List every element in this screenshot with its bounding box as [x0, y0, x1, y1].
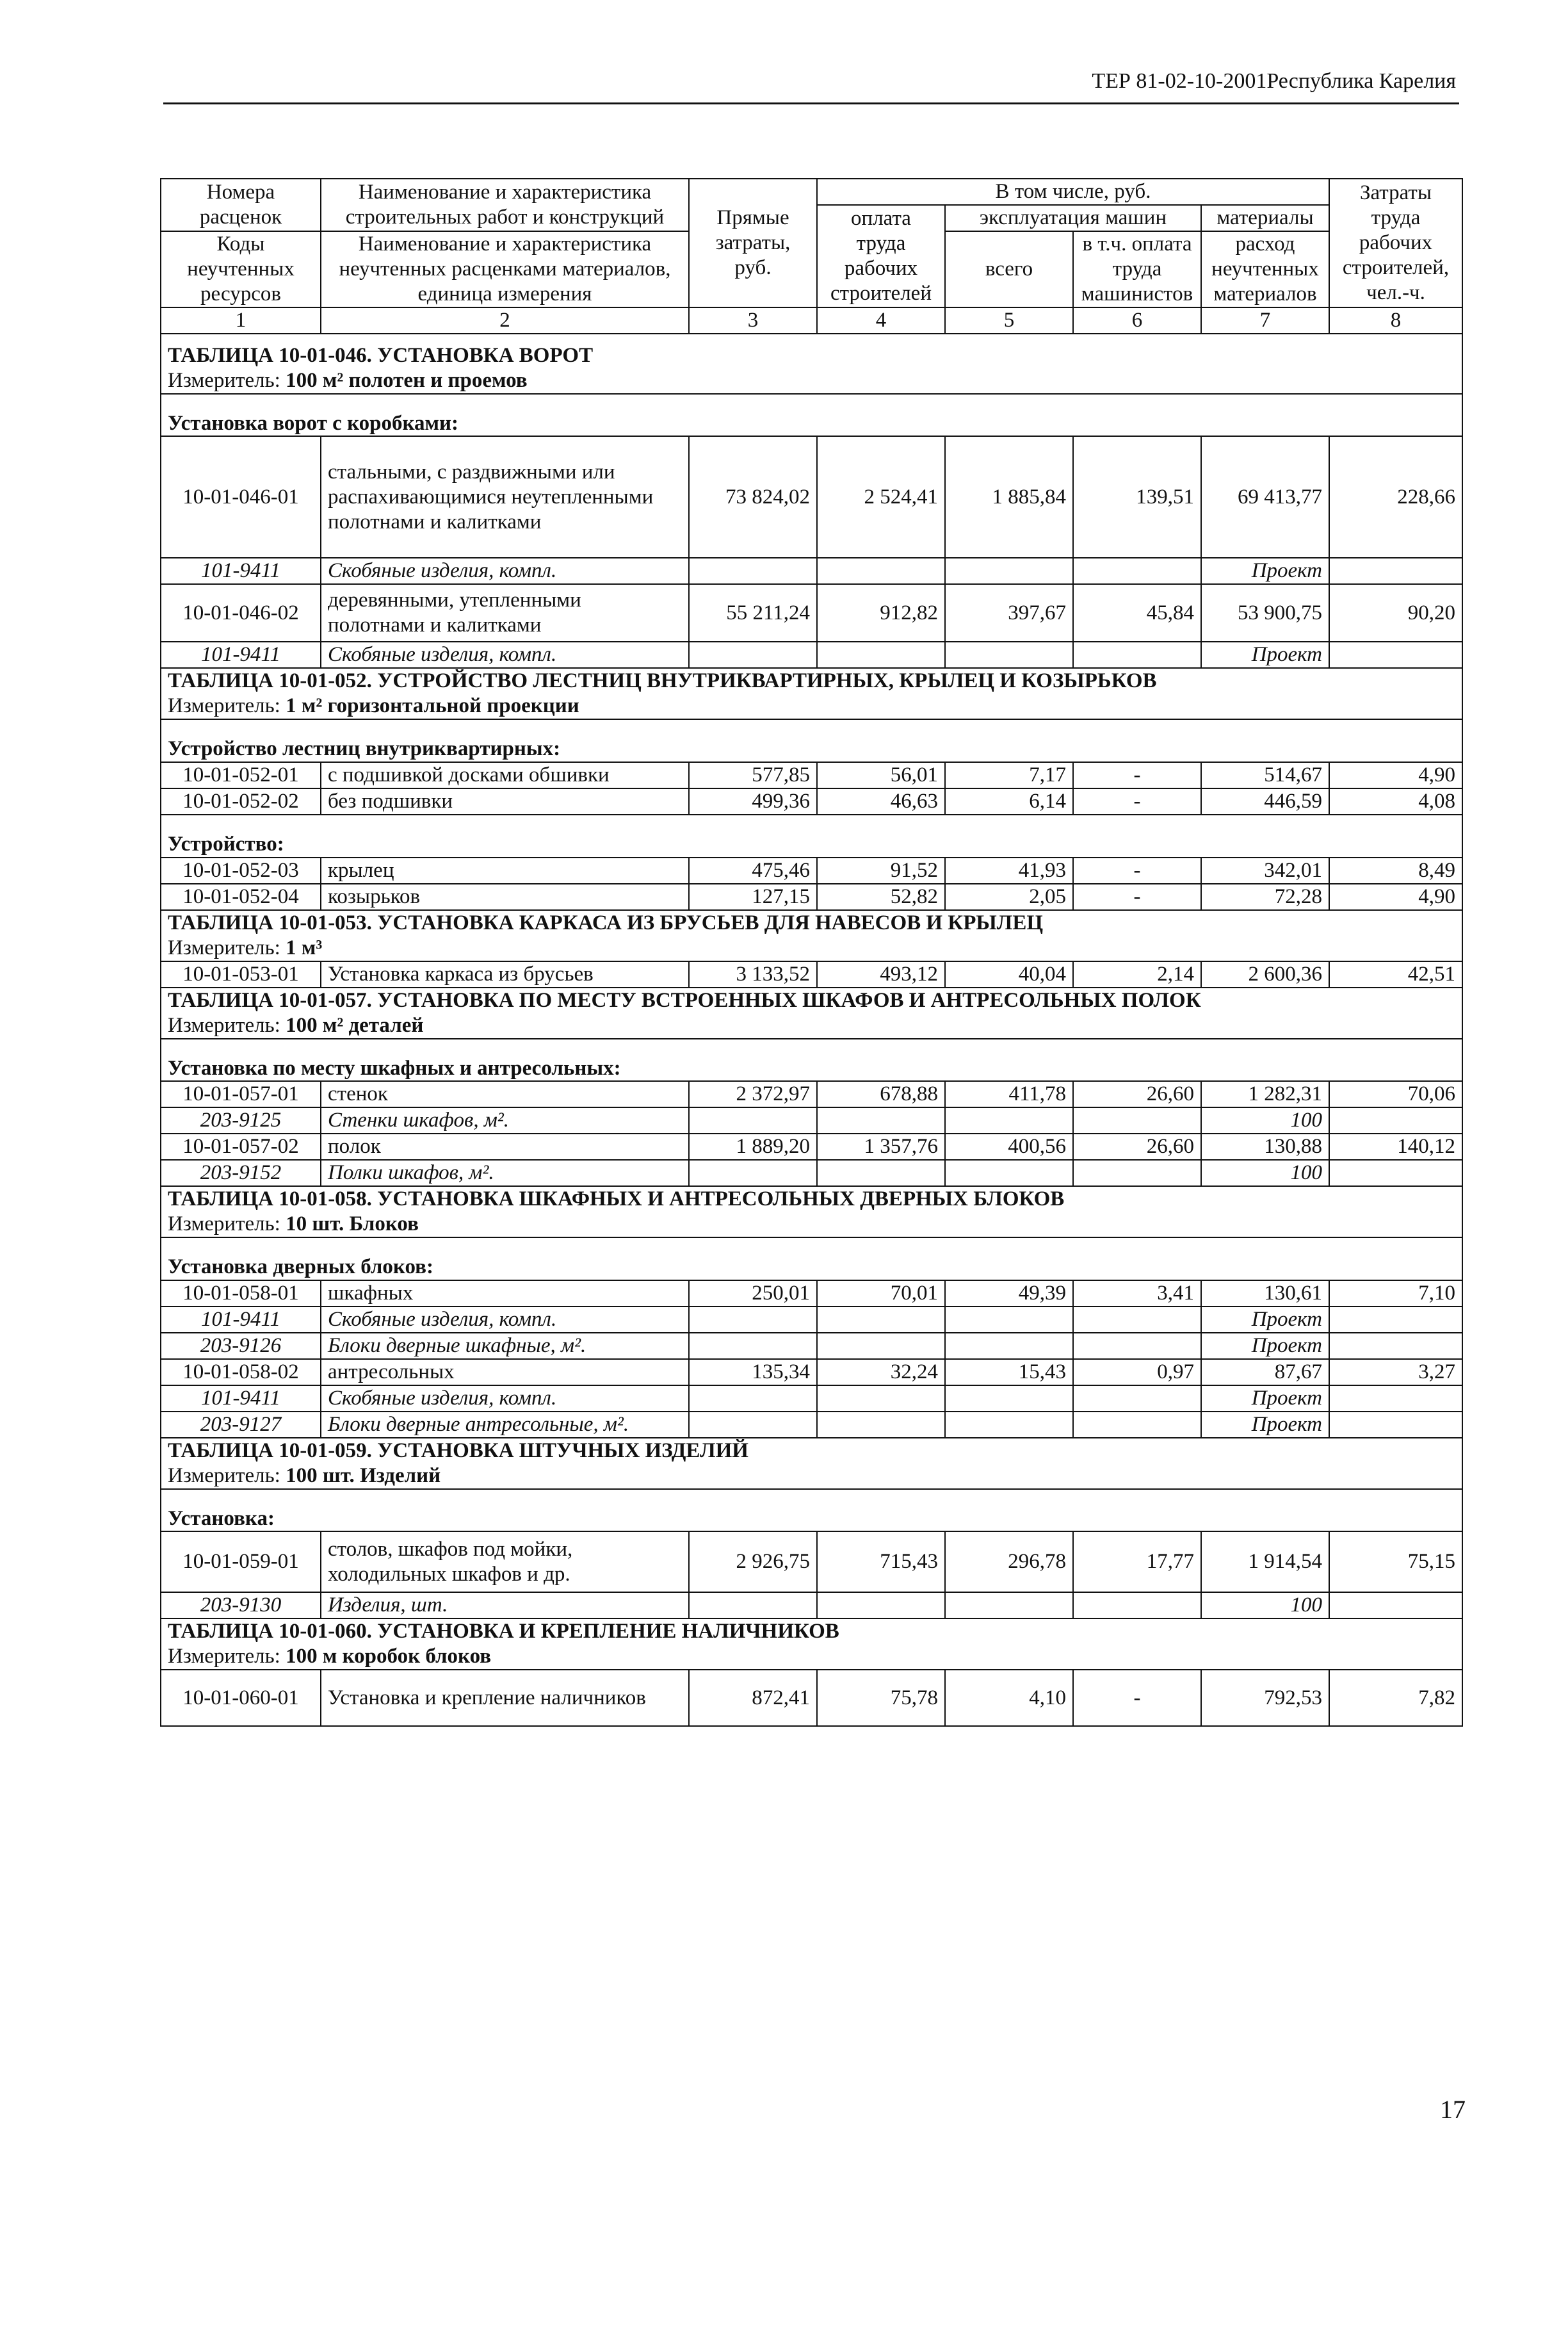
section-title: [161, 334, 1462, 368]
col-number: 5: [945, 307, 1073, 334]
resource-row: [161, 1160, 1462, 1186]
measurement-row: [161, 694, 1462, 719]
measure-label: Измеритель:: [168, 1645, 280, 1668]
resource-code: 203-9130: [161, 1592, 321, 1618]
table-row: [161, 436, 1462, 558]
table-row: [161, 1359, 1462, 1385]
measure-label: Измеритель:: [168, 1212, 280, 1236]
machinist-pay: 0,97: [1073, 1359, 1201, 1385]
rate-name: антресольных: [321, 1359, 689, 1385]
machines-total: 15,43: [945, 1359, 1073, 1385]
rate-code: 10-01-052-04: [161, 884, 321, 910]
col-number: 1: [161, 307, 321, 334]
measure-label: Измеритель:: [168, 1013, 280, 1037]
rate-name: Установка и крепление наличников: [321, 1670, 689, 1726]
machines-total: 397,67: [945, 584, 1073, 642]
column-header-row: [161, 179, 1462, 205]
spacer-row: [161, 1489, 1462, 1506]
rate-code: 10-01-046-01: [161, 436, 321, 558]
direct-cost: 73 824,02: [689, 436, 817, 558]
section-title: [161, 668, 1462, 694]
measure-value: 10 шт. Блоков: [286, 1212, 419, 1236]
machines-total: 7,17: [945, 762, 1073, 788]
rate-name: с подшивкой досками обшивки: [321, 762, 689, 788]
labor-hours: 7,82: [1329, 1670, 1462, 1726]
table-row: [161, 961, 1462, 988]
resource-value: Проект: [1201, 1412, 1329, 1438]
machines-total: 400,56: [945, 1134, 1073, 1160]
materials-cost: 87,67: [1201, 1359, 1329, 1385]
machines-total: 40,04: [945, 961, 1073, 988]
spacer-row: [161, 815, 1462, 832]
labor-hours: 75,15: [1329, 1531, 1462, 1592]
col8-header: Затраты труда рабочих строителей, чел.-ч.: [1329, 179, 1462, 307]
measurement-row: [161, 1463, 1462, 1489]
machinist-pay: 26,60: [1073, 1134, 1201, 1160]
col-number: 6: [1073, 307, 1201, 334]
measure-value: 1 м² горизонтальной проекции: [286, 694, 579, 718]
table-name: 10-01-052. УСТРОЙСТВО ЛЕСТНИЦ ВНУТРИКВАРТИРНЫХ, КРЫЛЕЦ И КОЗЫРЬКОВ: [279, 669, 1157, 693]
direct-cost: 475,46: [689, 858, 817, 884]
table-name: 10-01-058. УСТАНОВКА ШКАФНЫХ И АНТРЕСОЛЬНЫХ ДВЕРНЫХ БЛОКОВ: [279, 1187, 1065, 1211]
document-reference: ТЕР 81-02-10-2001Республика Карелия: [1092, 69, 1456, 93]
resource-code: 203-9152: [161, 1160, 321, 1186]
rate-code: 10-01-058-01: [161, 1280, 321, 1307]
col1-top-header: Номера расценок: [161, 179, 321, 231]
machinist-pay: 26,60: [1073, 1081, 1201, 1107]
group-label: Установка ворот с коробками:: [161, 411, 1462, 437]
machines-total: 296,78: [945, 1531, 1073, 1592]
measure-value: 100 шт. Изделий: [286, 1463, 441, 1487]
table-name: 10-01-046. УСТАНОВКА ВОРОТ: [279, 343, 594, 367]
labor-pay: 32,24: [817, 1359, 945, 1385]
direct-cost: 2 372,97: [689, 1081, 817, 1107]
rate-name: Установка каркаса из брусьев: [321, 961, 689, 988]
col-number: 8: [1329, 307, 1462, 334]
labor-pay: 715,43: [817, 1531, 945, 1592]
materials-cost: 446,59: [1201, 788, 1329, 815]
table-row: [161, 762, 1462, 788]
col5-header: всего: [945, 231, 1073, 307]
machinist-pay: -: [1073, 858, 1201, 884]
measure-label: Измеритель:: [168, 936, 280, 959]
table-row: [161, 584, 1462, 642]
labor-hours: 42,51: [1329, 961, 1462, 988]
col-number: 7: [1201, 307, 1329, 334]
resource-code: 101-9411: [161, 1307, 321, 1333]
rate-code: 10-01-052-03: [161, 858, 321, 884]
table-name: 10-01-059. УСТАНОВКА ШТУЧНЫХ ИЗДЕЛИЙ: [279, 1438, 748, 1462]
machines-total: 411,78: [945, 1081, 1073, 1107]
table-prefix: ТАБЛИЦА: [168, 1620, 273, 1643]
labor-hours: 4,08: [1329, 788, 1462, 815]
labor-pay: 493,12: [817, 961, 945, 988]
measure-label: Измеритель:: [168, 368, 280, 392]
labor-hours: 4,90: [1329, 884, 1462, 910]
table-row: [161, 1081, 1462, 1107]
resource-row: [161, 1307, 1462, 1333]
spacer-row: [161, 1039, 1462, 1056]
rate-name: без подшивки: [321, 788, 689, 815]
labor-hours: 228,66: [1329, 436, 1462, 558]
resource-name: Блоки дверные шкафные, м².: [321, 1333, 689, 1359]
machinist-pay: -: [1073, 788, 1201, 815]
col-number: 2: [321, 307, 689, 334]
resource-value: Проект: [1201, 1333, 1329, 1359]
direct-cost: 577,85: [689, 762, 817, 788]
rate-name: полок: [321, 1134, 689, 1160]
col4-header: оплата труда рабочих строителей: [817, 205, 945, 307]
col-number: 4: [817, 307, 945, 334]
resource-row: [161, 1107, 1462, 1134]
rate-code: 10-01-059-01: [161, 1531, 321, 1592]
table-prefix: ТАБЛИЦА: [168, 988, 273, 1012]
machines-total: 4,10: [945, 1670, 1073, 1726]
group-label: Установка:: [161, 1506, 1462, 1532]
machinist-pay: -: [1073, 762, 1201, 788]
rate-name: деревянными, утепленными полотнами и калитками: [321, 584, 689, 642]
col7-header: расход неучтенных материалов: [1201, 231, 1329, 307]
included-header: В том числе, руб.: [817, 179, 1329, 205]
machinist-pay: -: [1073, 1670, 1201, 1726]
rate-name: столов, шкафов под мойки, холодильных шкафов и др.: [321, 1531, 689, 1592]
materials-cost: 2 600,36: [1201, 961, 1329, 988]
table-name: 10-01-057. УСТАНОВКА ПО МЕСТУ ВСТРОЕННЫХ ШКАФОВ И АНТРЕСОЛЬНЫХ ПОЛОК: [279, 988, 1201, 1012]
resource-name: Скобяные изделия, компл.: [321, 1385, 689, 1412]
labor-hours: 140,12: [1329, 1134, 1462, 1160]
materials-cost: 72,28: [1201, 884, 1329, 910]
materials-cost: 1 282,31: [1201, 1081, 1329, 1107]
machines-total: 49,39: [945, 1280, 1073, 1307]
measure-label: Измеритель:: [168, 694, 280, 718]
rate-code: 10-01-057-02: [161, 1134, 321, 1160]
labor-pay: 52,82: [817, 884, 945, 910]
machines-total: 6,14: [945, 788, 1073, 815]
resource-name: Стенки шкафов, м².: [321, 1107, 689, 1134]
section-title: [161, 910, 1462, 936]
rate-code: 10-01-058-02: [161, 1359, 321, 1385]
machinist-pay: 3,41: [1073, 1280, 1201, 1307]
table-row: [161, 858, 1462, 884]
rate-code: 10-01-057-01: [161, 1081, 321, 1107]
rate-code: 10-01-052-01: [161, 762, 321, 788]
materials-cost: 514,67: [1201, 762, 1329, 788]
direct-cost: 499,36: [689, 788, 817, 815]
header-rule: [163, 102, 1459, 104]
direct-cost: 250,01: [689, 1280, 817, 1307]
resource-code: 203-9127: [161, 1412, 321, 1438]
materials-cost: 130,88: [1201, 1134, 1329, 1160]
labor-pay: 91,52: [817, 858, 945, 884]
materials-cost: 792,53: [1201, 1670, 1329, 1726]
measurement-row: [161, 368, 1462, 394]
direct-cost: 872,41: [689, 1670, 817, 1726]
col2-top-header: Наименование и характеристика строительных работ и конструкций: [321, 179, 689, 231]
machinist-pay: 139,51: [1073, 436, 1201, 558]
rate-code: 10-01-053-01: [161, 961, 321, 988]
resource-value: Проект: [1201, 1385, 1329, 1412]
resource-code: 101-9411: [161, 642, 321, 668]
resource-value: 100: [1201, 1160, 1329, 1186]
labor-pay: 1 357,76: [817, 1134, 945, 1160]
labor-hours: 3,27: [1329, 1359, 1462, 1385]
group-label: Устройство:: [161, 832, 1462, 858]
resource-value: Проект: [1201, 642, 1329, 668]
section-title: [161, 1186, 1462, 1212]
rate-name: шкафных: [321, 1280, 689, 1307]
table-prefix: ТАБЛИЦА: [168, 343, 273, 367]
table-prefix: ТАБЛИЦА: [168, 1187, 273, 1211]
resource-name: Полки шкафов, м².: [321, 1160, 689, 1186]
materials-cost: 342,01: [1201, 858, 1329, 884]
column-number-row: [161, 307, 1462, 334]
resource-row: [161, 1385, 1462, 1412]
materials-cost: 53 900,75: [1201, 584, 1329, 642]
direct-cost: 1 889,20: [689, 1134, 817, 1160]
rate-name: козырьков: [321, 884, 689, 910]
group-row: [161, 832, 1462, 858]
measurement-row: [161, 1644, 1462, 1670]
measure-value: 100 м² деталей: [286, 1013, 424, 1037]
measure-value: 100 м² полотен и проемов: [286, 368, 528, 392]
resource-name: Скобяные изделия, компл.: [321, 558, 689, 584]
resource-value: Проект: [1201, 1307, 1329, 1333]
machines-header: эксплуатация машин: [945, 205, 1201, 231]
table-name: 10-01-053. УСТАНОВКА КАРКАСА ИЗ БРУСЬЕВ ДЛЯ НАВЕСОВ И КРЫЛЕЦ: [279, 911, 1044, 934]
resource-row: [161, 1592, 1462, 1618]
measurement-row: [161, 1013, 1462, 1039]
table-prefix: ТАБЛИЦА: [168, 1438, 273, 1462]
resource-code: 101-9411: [161, 558, 321, 584]
machinist-pay: -: [1073, 884, 1201, 910]
table-row: [161, 884, 1462, 910]
group-label: Установка по месту шкафных и антресольных:: [161, 1056, 1462, 1082]
direct-cost: 2 926,75: [689, 1531, 817, 1592]
materials-cost: 130,61: [1201, 1280, 1329, 1307]
resource-row: [161, 642, 1462, 668]
section-title: [161, 1438, 1462, 1463]
table-prefix: ТАБЛИЦА: [168, 669, 273, 693]
table-row: [161, 1531, 1462, 1592]
measurement-row: [161, 1212, 1462, 1237]
resource-name: Блоки дверные антресольные, м².: [321, 1412, 689, 1438]
resource-value: Проект: [1201, 558, 1329, 584]
spacer-row: [161, 719, 1462, 737]
resource-name: Изделия, шт.: [321, 1592, 689, 1618]
resource-code: 203-9126: [161, 1333, 321, 1359]
resource-code: 101-9411: [161, 1385, 321, 1412]
rate-code: 10-01-052-02: [161, 788, 321, 815]
labor-pay: 75,78: [817, 1670, 945, 1726]
labor-hours: 4,90: [1329, 762, 1462, 788]
resource-name: Скобяные изделия, компл.: [321, 1307, 689, 1333]
group-row: [161, 411, 1462, 437]
col-number: 3: [689, 307, 817, 334]
labor-hours: 7,10: [1329, 1280, 1462, 1307]
labor-hours: 8,49: [1329, 858, 1462, 884]
materials-cost: 1 914,54: [1201, 1531, 1329, 1592]
labor-pay: 70,01: [817, 1280, 945, 1307]
table-row: [161, 788, 1462, 815]
labor-pay: 912,82: [817, 584, 945, 642]
resource-code: 203-9125: [161, 1107, 321, 1134]
machines-total: 1 885,84: [945, 436, 1073, 558]
resource-value: 100: [1201, 1107, 1329, 1134]
rate-name: стенок: [321, 1081, 689, 1107]
table-row: [161, 1280, 1462, 1307]
col2-bottom-header: Наименование и характеристика неучтенных расценками материалов, единица измерения: [321, 231, 689, 307]
machinist-pay: 45,84: [1073, 584, 1201, 642]
machines-total: 2,05: [945, 884, 1073, 910]
resource-value: 100: [1201, 1592, 1329, 1618]
group-label: Устройство лестниц внутриквартирных:: [161, 737, 1462, 762]
materials-cost: 69 413,77: [1201, 436, 1329, 558]
spacer-row: [161, 1237, 1462, 1255]
rate-code: 10-01-060-01: [161, 1670, 321, 1726]
rate-name: стальными, с раздвижными или распахивающимися неутепленными полотнами и калитками: [321, 436, 689, 558]
direct-cost: 135,34: [689, 1359, 817, 1385]
table-prefix: ТАБЛИЦА: [168, 911, 273, 934]
measure-value: 100 м коробок блоков: [286, 1645, 492, 1668]
group-label: Установка дверных блоков:: [161, 1255, 1462, 1280]
direct-cost: 127,15: [689, 884, 817, 910]
materials-header: материалы: [1201, 205, 1329, 231]
labor-pay: 2 524,41: [817, 436, 945, 558]
spacer-row: [161, 394, 1462, 411]
section-title: [161, 1618, 1462, 1644]
table-row: [161, 1670, 1462, 1726]
group-row: [161, 1056, 1462, 1082]
direct-cost: 55 211,24: [689, 584, 817, 642]
rate-code: 10-01-046-02: [161, 584, 321, 642]
col3-header: Прямые затраты, руб.: [689, 179, 817, 307]
table-row: [161, 1134, 1462, 1160]
measure-value: 1 м³: [286, 936, 323, 959]
page-number: 17: [1440, 2095, 1466, 2124]
group-row: [161, 1506, 1462, 1532]
resource-row: [161, 1333, 1462, 1359]
resource-row: [161, 558, 1462, 584]
measurement-row: [161, 936, 1462, 961]
table-name: 10-01-060. УСТАНОВКА И КРЕПЛЕНИЕ НАЛИЧНИКОВ: [279, 1620, 839, 1643]
labor-pay: 678,88: [817, 1081, 945, 1107]
direct-cost: 3 133,52: [689, 961, 817, 988]
machinist-pay: 17,77: [1073, 1531, 1201, 1592]
resource-name: Скобяные изделия, компл.: [321, 642, 689, 668]
price-table: [160, 178, 1463, 1727]
col1-bottom-header: Коды неучтенных ресурсов: [161, 231, 321, 307]
group-row: [161, 1255, 1462, 1280]
resource-row: [161, 1412, 1462, 1438]
rate-name: крылец: [321, 858, 689, 884]
section-title: [161, 988, 1462, 1013]
labor-pay: 56,01: [817, 762, 945, 788]
group-row: [161, 737, 1462, 762]
labor-pay: 46,63: [817, 788, 945, 815]
machinist-pay: 2,14: [1073, 961, 1201, 988]
measure-label: Измеритель:: [168, 1463, 280, 1487]
machines-total: 41,93: [945, 858, 1073, 884]
labor-hours: 90,20: [1329, 584, 1462, 642]
labor-hours: 70,06: [1329, 1081, 1462, 1107]
col6-header: в т.ч. оплата труда машинистов: [1073, 231, 1201, 307]
